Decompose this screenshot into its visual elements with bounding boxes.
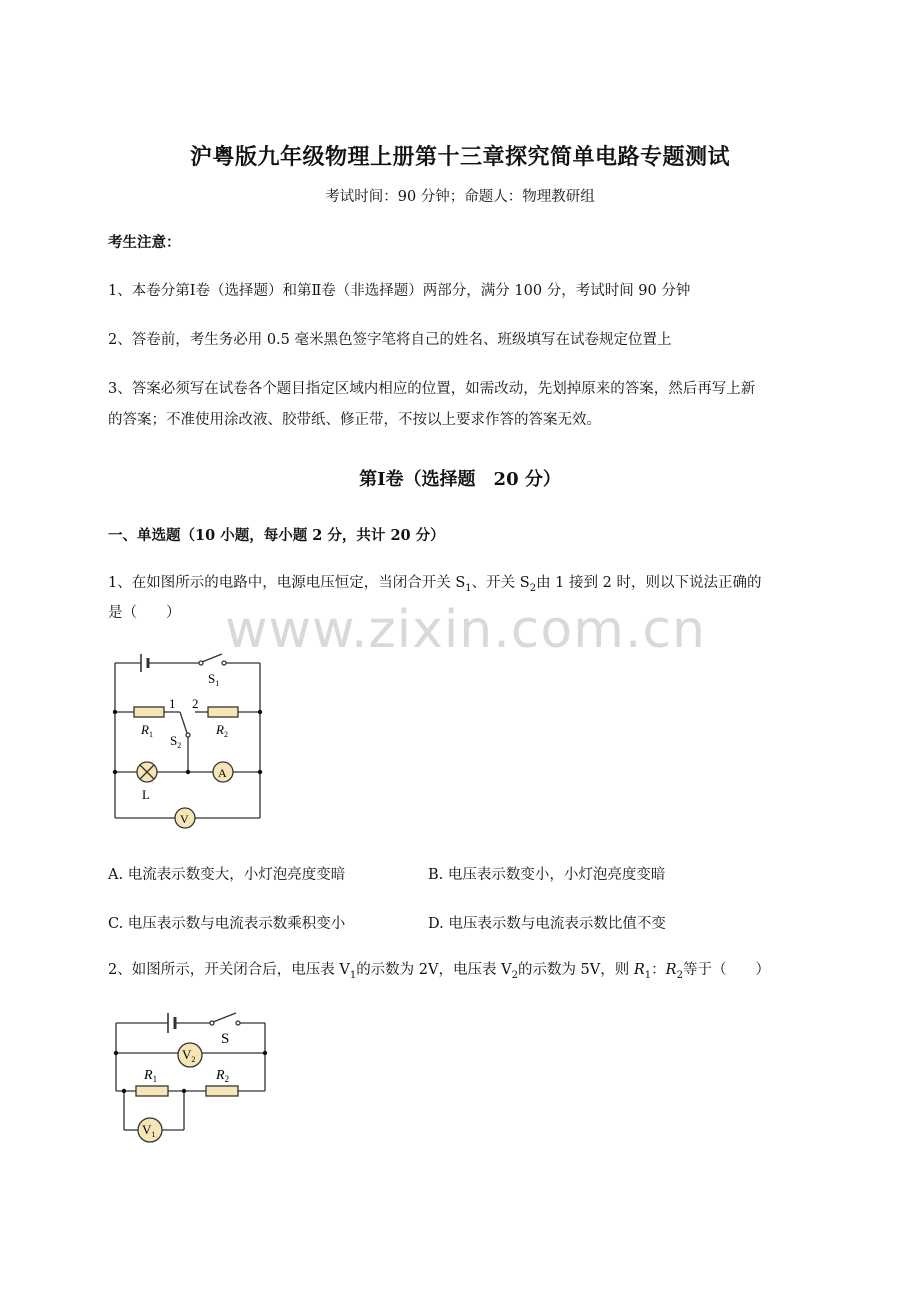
lamp-label: L — [142, 787, 150, 802]
section-title: 第Ⅰ卷（选择题 20 分） — [359, 469, 561, 490]
q2-circuit-diagram — [108, 1003, 278, 1148]
q1-option-b: B. 电压表示数变小，小灯泡亮度变暗 — [428, 867, 666, 883]
q1-option-a: A. 电流表示数变大，小灯泡亮度变暗 — [108, 867, 346, 883]
watermark: www.zixin.com.cn — [225, 600, 706, 660]
r2-label: $R_2$ — [216, 722, 228, 739]
q1-option-d: D. 电压表示数与电流表示数比值不变 — [428, 916, 666, 932]
q1-stem: 1、在如图所示的电路中，电源电压恒定，当闭合开关 $S_1$、开关 $S_2$由 1 接到 2 时，则以下说法正确的 — [108, 575, 762, 594]
part-heading: 一、单选题（10 小题，每小题 2 分，共计 20 分） — [108, 527, 445, 544]
v2-label: $V_2$ — [182, 1047, 196, 1064]
q1-circuit-diagram — [105, 645, 275, 835]
page-subtitle: 考试时间：90 分钟；命题人：物理教研组 — [325, 189, 595, 205]
notice-item-3: 3、答案必须写在试卷各个题目指定区域内相应的位置，如需改动，先划掉原来的答案，然后再写上新 — [108, 381, 756, 397]
notice-item-3-cont: 的答案；不准使用涂改液、胶带纸、修正带，不按以上要求作答的答案无效。 — [108, 412, 601, 428]
q2-stem: 2、如图所示，开关闭合后，电压表 $V_1$的示数为 2V，电压表 $V_2$的示数为 5V，则 $R_1$：$R_2$等于（ ） — [108, 962, 770, 981]
v1-label: $V_1$ — [142, 1122, 156, 1139]
s2-label: $S_2$ — [170, 733, 182, 750]
notice-item-1: 1、本卷分第Ⅰ卷（选择题）和第Ⅱ卷（非选择题）两部分，满分 100 分，考试时间 90 分钟 — [108, 283, 691, 299]
page-title: 沪粤版九年级物理上册第十三章探究简单电路专题测试 — [189, 144, 730, 170]
contact-1-label: 1 — [169, 696, 176, 711]
notice-heading: 考生注意： — [108, 234, 181, 251]
q1-option-c: C. 电压表示数与电流表示数乘积变小 — [108, 916, 346, 932]
r1-label: $R_1$ — [144, 1068, 158, 1084]
voltmeter-label: V — [180, 812, 189, 826]
notice-item-2: 2、答卷前，考生务必用 0.5 毫米黑色签字笔将自己的姓名、班级填写在试卷规定位置上 — [108, 332, 672, 348]
q1-stem-line2: 是（ ） — [108, 605, 181, 621]
r2-label: $R_2$ — [216, 1068, 230, 1084]
s1-label: $S_1$ — [208, 671, 220, 688]
r1-label: $R_1$ — [141, 722, 153, 739]
contact-2-label: 2 — [192, 696, 199, 711]
switch-label: S — [221, 1031, 230, 1047]
ammeter-label: A — [218, 766, 227, 780]
